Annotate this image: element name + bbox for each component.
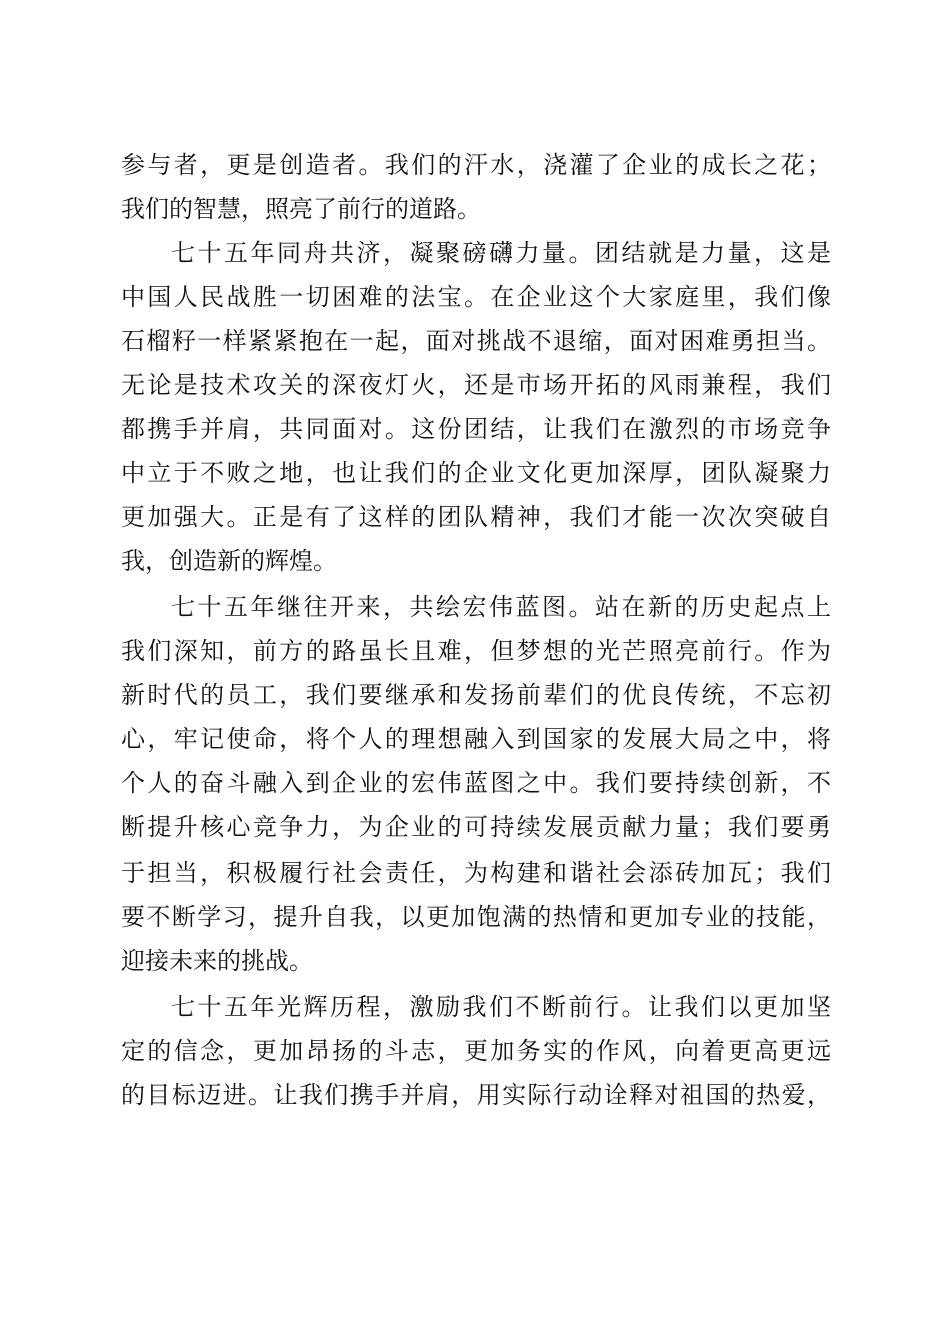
- paragraph-2-line-6: 中立于不败之地，也让我们的企业文化更加深厚，团队凝聚力: [121, 459, 831, 487]
- paragraph-4-line-1: 七十五年光辉历程，激励我们不断前行。让我们以更加坚: [171, 993, 831, 1021]
- paragraph-3-line-5: 个人的奋斗融入到企业的宏伟蓝图之中。我们要持续创新，不: [121, 769, 831, 797]
- paragraph-3-line-8: 要不断学习，提升自我，以更加饱满的热情和更加专业的技能，: [121, 903, 831, 931]
- paragraph-3-line-9: 迎接未来的挑战。: [121, 947, 313, 975]
- paragraph-1-line-2: 我们的智慧，照亮了前行的道路。: [121, 195, 481, 223]
- paragraph-4-line-3: 的目标迈进。让我们携手并肩，用实际行动诠释对祖国的热爱，: [121, 1081, 831, 1109]
- paragraph-2-line-7: 更加强大。正是有了这样的团队精神，我们才能一次次突破自: [121, 503, 831, 531]
- paragraph-3-line-7: 于担当，积极履行社会责任，为构建和谐社会添砖加瓦；我们: [121, 859, 831, 887]
- paragraph-2-line-2: 中国人民战胜一切困难的法宝。在企业这个大家庭里，我们像: [121, 283, 831, 311]
- paragraph-3-line-2: 我们深知，前方的路虽长且难，但梦想的光芒照亮前行。作为: [121, 637, 831, 665]
- paragraph-4-line-2: 定的信念，更加昂扬的斗志，更加务实的作风，向着更高更远: [121, 1037, 831, 1065]
- paragraph-3-line-1: 七十五年继往开来，共绘宏伟蓝图。站在新的历史起点上: [171, 593, 831, 621]
- paragraph-2-line-3: 石榴籽一样紧紧抱在一起，面对挑战不退缩，面对困难勇担当。: [121, 327, 831, 355]
- paragraph-3-line-4: 心，牢记使命，将个人的理想融入到国家的发展大局之中，将: [121, 725, 831, 753]
- paragraph-3-line-6: 断提升核心竞争力，为企业的可持续发展贡献力量；我们要勇: [121, 813, 831, 841]
- paragraph-2-line-5: 都携手并肩，共同面对。这份团结，让我们在激烈的市场竞争: [121, 415, 831, 443]
- paragraph-2-line-1: 七十五年同舟共济，凝聚磅礴力量。团结就是力量，这是: [171, 239, 831, 267]
- paragraph-2-line-8: 我，创造新的辉煌。: [121, 547, 337, 575]
- paragraph-3-line-3: 新时代的员工，我们要继承和发扬前辈们的优良传统，不忘初: [121, 681, 831, 709]
- paragraph-1-line-1: 参与者，更是创造者。我们的汗水，浇灌了企业的成长之花；: [121, 151, 831, 179]
- paragraph-2-line-4: 无论是技术攻关的深夜灯火，还是市场开拓的风雨兼程，我们: [121, 371, 831, 399]
